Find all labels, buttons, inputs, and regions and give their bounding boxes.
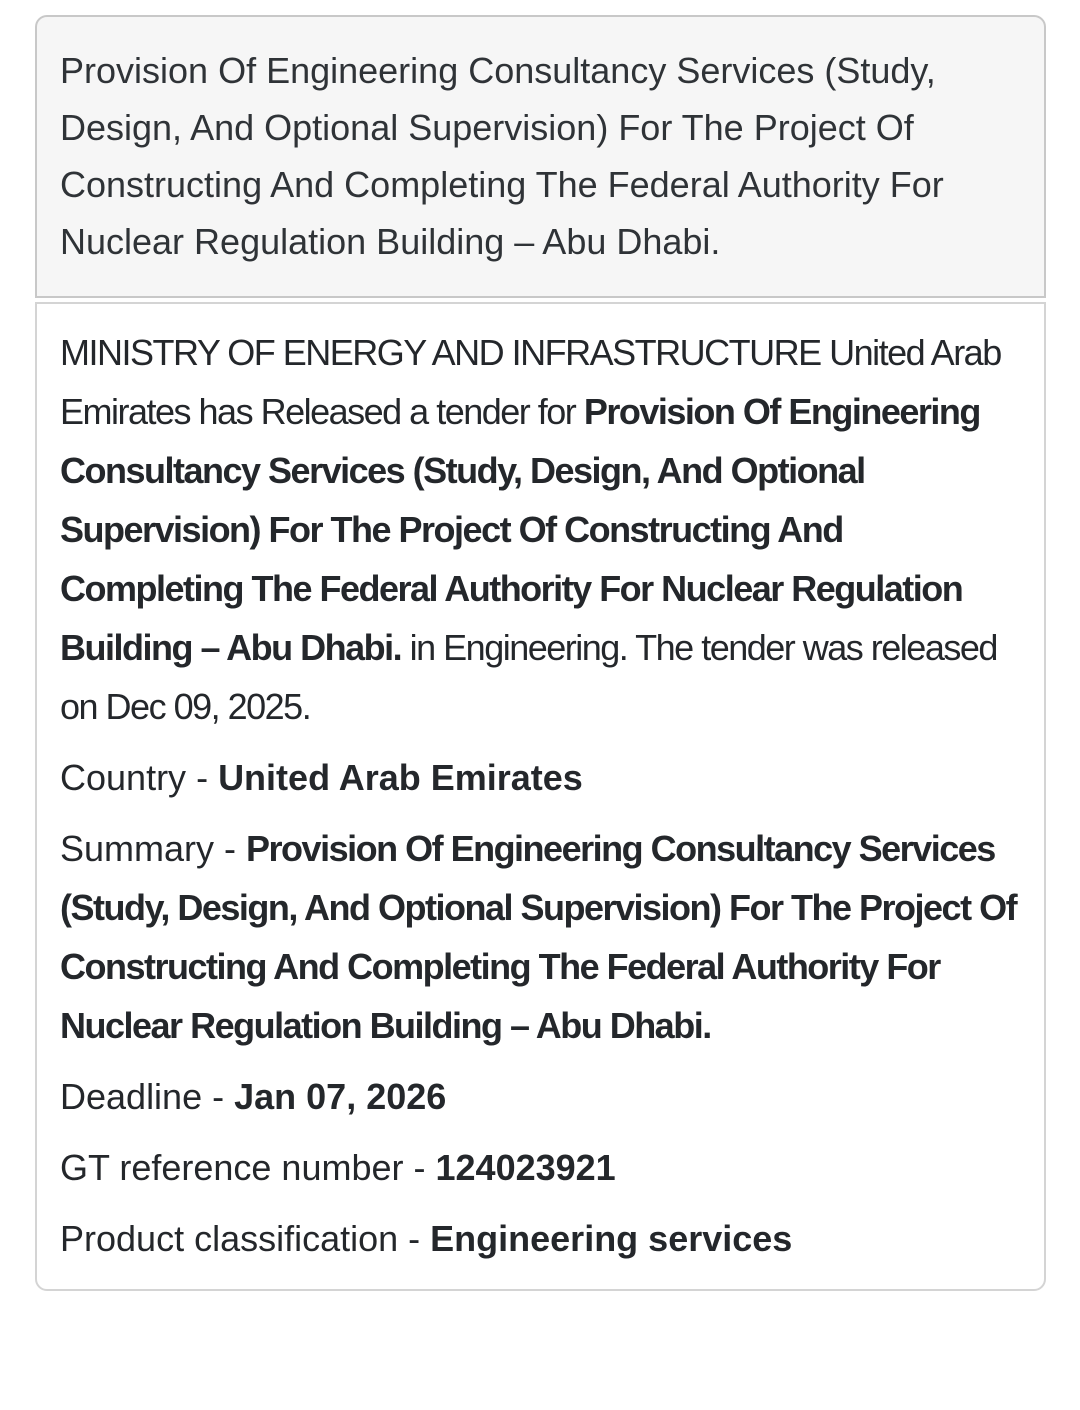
field-country-value: United Arab Emirates — [218, 757, 583, 798]
field-deadline-value: Jan 07, 2026 — [234, 1076, 447, 1117]
field-product-classification-separator: - — [398, 1218, 431, 1259]
field-summary-separator: - — [214, 828, 247, 869]
field-gt-reference-number-value: 124023921 — [435, 1147, 616, 1188]
field-product-classification — [60, 1209, 1020, 1268]
field-country-separator: - — [186, 757, 219, 798]
field-summary-value: Provision Of Engineering Consultancy Services (Study, Design, And Optional Supervision) For The Project Of Constructing And Completing The Federal Authority For Nuclear Regulation Building – Abu Dhabi. — [60, 828, 1017, 1046]
field-product-classification-label: Product classification — [60, 1218, 399, 1259]
field-gt-reference-number-label: GT reference number — [60, 1147, 404, 1188]
field-gt-reference-number-separator: - — [403, 1147, 436, 1188]
intro-suffix-text: in Engineering. The tender was released on Dec 09, 2025. — [60, 627, 997, 727]
field-product-classification-value: Engineering services — [430, 1218, 793, 1259]
intro-tender-name-text: Provision Of Engineering Consultancy Services (Study, Design, And Optional Supervision) For The Project Of Constructing And Completing The Federal Authority For Nuclear Regulation Building – Abu Dhabi. — [60, 391, 980, 668]
field-gt-reference-number — [60, 1138, 1020, 1197]
field-deadline-separator: - — [202, 1076, 235, 1117]
tender-title: Provision Of Engineering Consultancy Services (Study, Design, And Optional Supervision) For The Project Of Constructing And Completing The Federal Authority For Nuclear Regulation Building – Abu Dhabi. — [60, 50, 944, 262]
tender-details-card — [35, 302, 1046, 1291]
field-country — [60, 748, 1020, 807]
field-summary-label: Summary — [60, 828, 215, 869]
field-summary — [60, 819, 1020, 1055]
tender-title-card — [35, 15, 1046, 298]
field-deadline — [60, 1067, 1020, 1126]
field-country-label: Country — [60, 757, 187, 798]
field-deadline-label: Deadline — [60, 1076, 203, 1117]
tender-intro-paragraph — [60, 323, 1020, 736]
intro-prefix-text: MINISTRY OF ENERGY AND INFRASTRUCTURE United Arab Emirates has Released a tender for — [60, 332, 1001, 432]
